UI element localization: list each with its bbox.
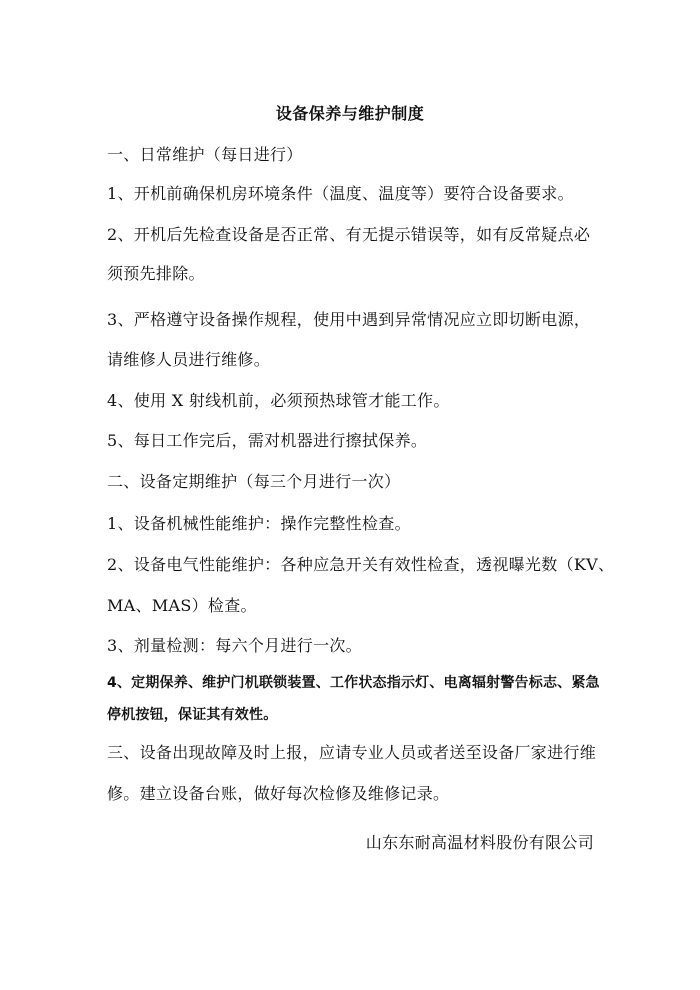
section1-heading: 一、日常维护（每日进行）	[107, 145, 303, 164]
section2-heading: 二、设备定期维护（每三个月进行一次）	[107, 472, 401, 491]
section2-item2-line2: MA、MAS）检查。	[107, 596, 257, 615]
section3-line2: 修。建立设备台账，做好每次检修及维修记录。	[107, 784, 450, 803]
section1-item2-line1: 2、开机后先检查设备是否正常、有无提示错误等，如有反常疑点必	[107, 225, 591, 244]
section2-item2-line1: 2、设备电气性能维护：各种应急开关有效性检查，透视曝光数（KV、	[107, 555, 615, 574]
section1-item4: 4、使用 X 射线机前，必须预热球管才能工作。	[107, 391, 450, 410]
section2-item4-line2: 停机按钮，保证其有效性。	[107, 707, 278, 723]
company-signature: 山东东耐高温材料股份有限公司	[365, 833, 594, 852]
section2-item4-line1: 4、定期保养、维护门机联锁装置、工作状态指示灯、电离辐射警告标志、紧急	[107, 675, 600, 691]
section1-item5: 5、每日工作完后，需对机器进行擦拭保养。	[107, 431, 428, 450]
section1-item3-line1: 3、严格遵守设备操作规程，使用中遇到异常情况应立即切断电源，	[107, 310, 591, 329]
section1-item3-line2: 请维修人员进行维修。	[107, 350, 271, 369]
section3-line1: 三、设备出现故障及时上报，应请专业人员或者送至设备厂家进行维	[107, 743, 597, 762]
section2-item3: 3、剂量检测：每六个月进行一次。	[107, 636, 362, 655]
document-title: 设备保养与维护制度	[275, 104, 425, 123]
section1-item1: 1、开机前确保机房环境条件（温度、温度等）要符合设备要求。	[107, 184, 574, 203]
section2-item1: 1、设备机械性能维护：操作完整性检查。	[107, 514, 411, 533]
section1-item2-line2: 须预先排除。	[107, 264, 205, 283]
